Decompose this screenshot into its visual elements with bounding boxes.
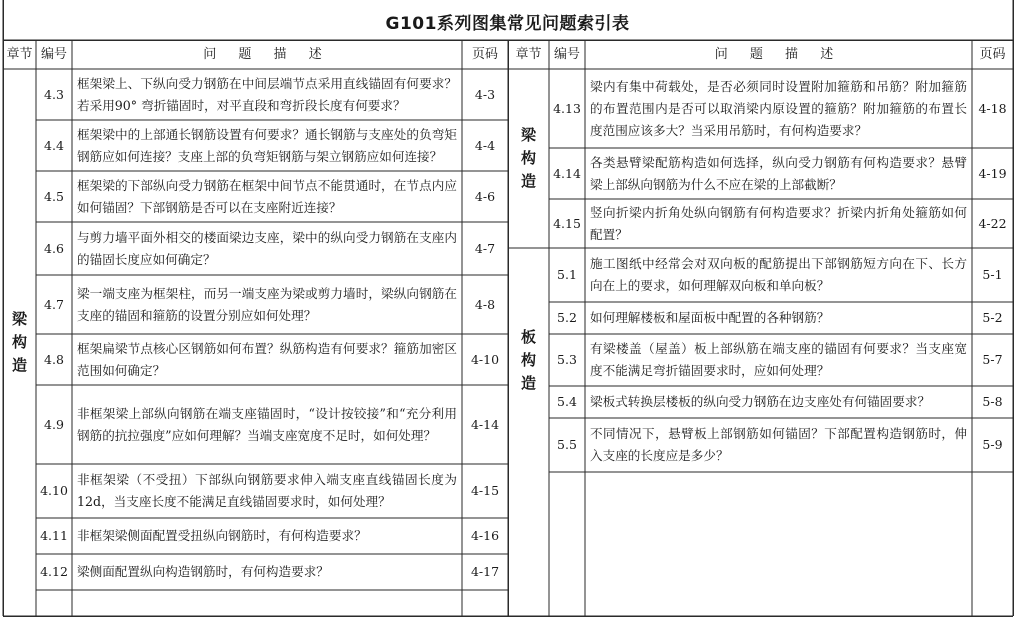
question-number: 4.7 bbox=[44, 296, 64, 312]
question-description: 非框架梁（不受扭）下部纵向钢筋要求伸入端支座直线锚固长度为12d，当支座长度不能满足直线锚固要求时，如何处理？ bbox=[77, 472, 457, 509]
question-number: 4.6 bbox=[44, 240, 64, 256]
question-description: 竖向折梁内折角处纵向钢筋有何构造要求？折梁内折角处箍筋如何配置？ bbox=[590, 204, 967, 242]
header-chapter: 章节 bbox=[6, 46, 33, 62]
header-page: 页码 bbox=[979, 46, 1006, 62]
page-reference: 4-19 bbox=[978, 165, 1007, 181]
chapter-label-beam-continued: 梁 构 造 bbox=[520, 126, 536, 190]
question-description: 不同情况下，悬臂板上部钢筋如何锚固？下部配置构造钢筋时，伸入支座的长度应是多少？ bbox=[590, 426, 967, 463]
question-number: 4.8 bbox=[44, 351, 64, 367]
page-reference: 4-3 bbox=[474, 86, 496, 102]
question-description: 框架梁上、下纵向受力钢筋在中间层端节点采用直线锚固有何要求？若采用90° 弯折锚固时，对平直段和弯折段长度有何要求？ bbox=[77, 75, 457, 113]
question-description: 各类悬臂梁配筋构造如何选择，纵向受力钢筋有何构造要求？悬臂梁上部纵向钢筋为什么不应在梁的上部截断？ bbox=[590, 154, 967, 192]
question-description: 梁一端支座为框架柱，而另一端支座为梁或剪力墙时，梁纵向钢筋在支座的锚固和箍筋的设置分别应如何处理？ bbox=[77, 285, 457, 323]
header-chapter: 章节 bbox=[515, 46, 542, 62]
page-reference: 4-15 bbox=[470, 483, 500, 498]
page-reference: 5-9 bbox=[982, 437, 1003, 452]
question-number: 4.9 bbox=[44, 416, 64, 432]
question-number: 4.12 bbox=[40, 564, 68, 579]
question-number: 4.11 bbox=[40, 528, 68, 543]
question-number: 5.1 bbox=[557, 267, 577, 282]
page-reference: 5-7 bbox=[982, 352, 1003, 367]
question-description: 如何理解楼板和屋面板中配置的各种钢筋？ bbox=[590, 310, 830, 325]
question-description: 有梁楼盖（屋盖）板上部纵筋在端支座的锚固有何要求？当支座宽度不能满足弯折锚固要求时，应如何处理？ bbox=[590, 341, 967, 378]
page-reference: 4-6 bbox=[474, 188, 496, 204]
chapter-label-slab: 板 构 造 bbox=[520, 327, 536, 392]
page-reference: 5-2 bbox=[982, 310, 1003, 325]
question-number: 5.3 bbox=[557, 352, 577, 367]
header-description: 问 题 描 述 bbox=[714, 46, 843, 62]
page-reference: 4-10 bbox=[470, 351, 500, 367]
header-description: 问 题 描 述 bbox=[203, 46, 331, 62]
page-reference: 4-4 bbox=[474, 137, 496, 153]
question-description: 梁板式转换层楼板的纵向受力钢筋在边支座处有何锚固要求？ bbox=[590, 394, 931, 409]
page-reference: 5-8 bbox=[982, 394, 1003, 409]
page-reference: 4-8 bbox=[474, 296, 496, 312]
question-number: 4.14 bbox=[553, 165, 581, 181]
question-number: 4.13 bbox=[553, 100, 581, 116]
question-number: 5.4 bbox=[557, 394, 577, 409]
question-number: 4.4 bbox=[44, 137, 64, 153]
page-reference: 4-14 bbox=[470, 416, 500, 432]
question-description: 框架扁梁节点核心区钢筋如何布置？纵筋构造有何要求？箍筋加密区范围如何确定？ bbox=[77, 340, 457, 378]
page-reference: 4-18 bbox=[978, 100, 1007, 116]
header-page: 页码 bbox=[471, 46, 498, 62]
question-description: 非框架梁上部纵向钢筋在端支座锚固时，“设计按铰接”和“充分利用钢筋的抗拉强度”应如何理解？当端支座宽度不足时，如何处理？ bbox=[77, 405, 457, 443]
question-number: 4.15 bbox=[553, 215, 581, 231]
question-description: 施工图纸中经常会对双向板的配筋提出下部钢筋短方向在下、长方向在上的要求，如何理解双向板和单向板？ bbox=[590, 256, 967, 293]
header-number: 编号 bbox=[553, 46, 580, 62]
page-reference: 4-7 bbox=[474, 240, 496, 256]
question-number: 4.5 bbox=[44, 188, 64, 204]
question-description: 非框架梁侧面配置受扭纵向钢筋时，有何构造要求？ bbox=[77, 528, 367, 543]
question-description: 框架梁中的上部通长钢筋设置有何要求？通长钢筋与支座处的负弯矩钢筋应如何连接？支座上部的负弯矩钢筋与架立钢筋应如何连接？ bbox=[77, 126, 457, 164]
question-number: 4.3 bbox=[44, 86, 64, 102]
question-number: 5.2 bbox=[557, 310, 577, 325]
page-reference: 4-17 bbox=[470, 564, 500, 579]
question-number: 5.5 bbox=[557, 437, 577, 452]
page-reference: 4-22 bbox=[978, 215, 1007, 231]
question-description: 梁内有集中荷载处，是否必须同时设置附加箍筋和吊筋？附加箍筋的布置范围内是否可以取消梁内原设置的箍筋？附加箍筋的布置长度范围应该多大？当采用吊筋时，有何构造要求？ bbox=[590, 78, 967, 138]
question-description: 与剪力墙平面外相交的楼面梁边支座，梁中的纵向受力钢筋在支座内的锚固长度应如何确定？ bbox=[77, 229, 457, 267]
question-number: 4.10 bbox=[40, 483, 68, 498]
page-reference: 5-1 bbox=[982, 267, 1003, 282]
table-title: G101系列图集常见问题索引表 bbox=[385, 14, 630, 34]
question-description: 框架梁的下部纵向受力钢筋在框架中间节点不能贯通时，在节点内应如何锚固？下部钢筋是否可以在支座附近连接？ bbox=[77, 177, 457, 215]
question-description: 梁侧面配置纵向构造钢筋时，有何构造要求？ bbox=[77, 564, 329, 579]
header-number: 编号 bbox=[40, 46, 67, 62]
page-reference: 4-16 bbox=[470, 528, 500, 543]
chapter-label-beam: 梁 构 造 bbox=[11, 310, 27, 374]
